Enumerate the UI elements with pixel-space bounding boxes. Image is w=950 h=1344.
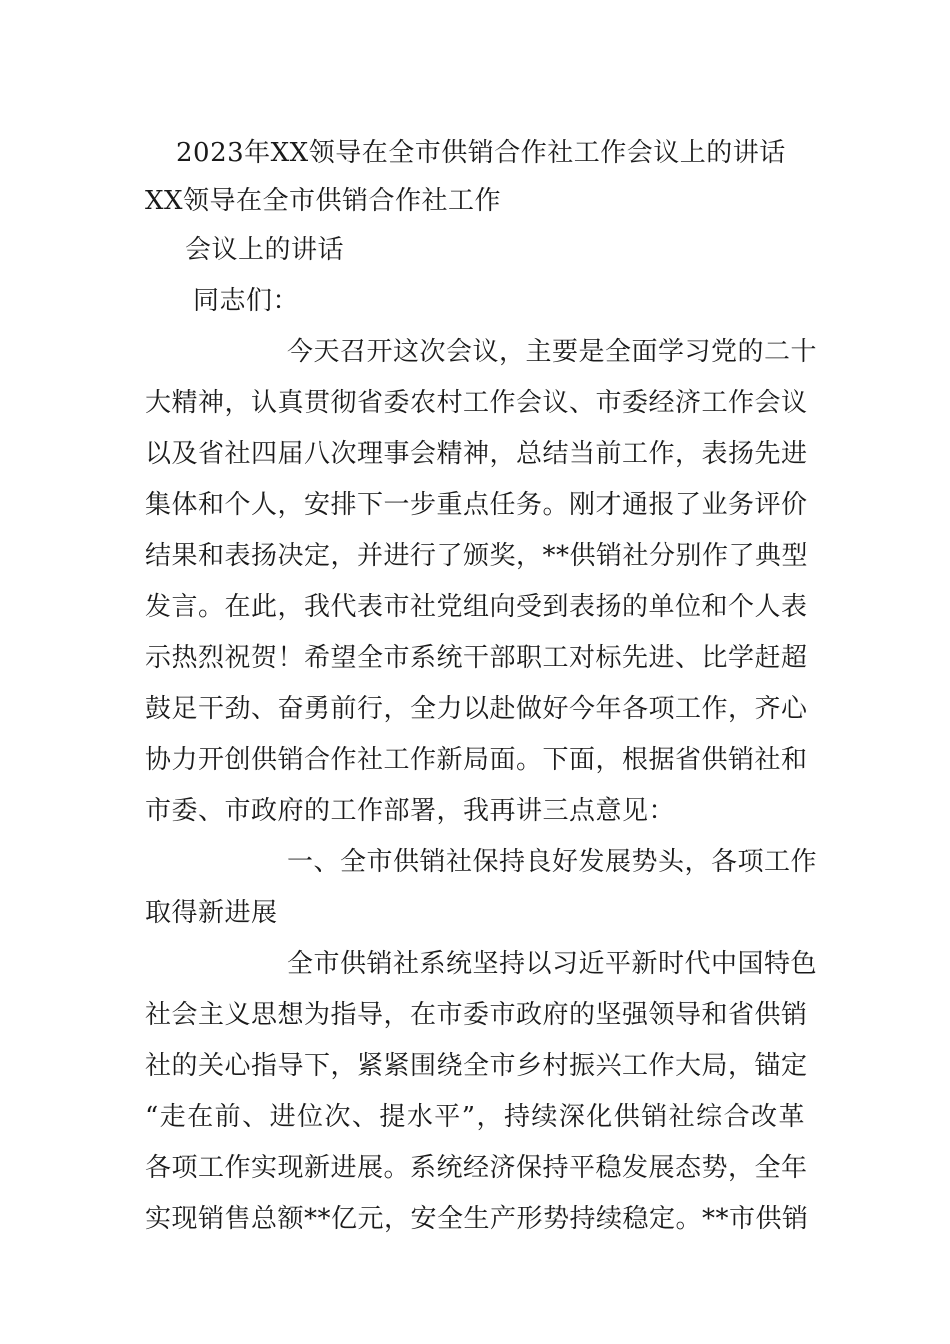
section-heading-line: 一、全市供销社保持良好发展势头，各项工作	[287, 847, 818, 877]
paragraph-line: 鼓足干劲、奋勇前行，全力以赴做好今年各项工作，齐心	[145, 694, 808, 724]
paragraph-line: 发言。在此，我代表市社党组向受到表扬的单位和个人表	[145, 592, 808, 622]
paragraph-line: “走在前、进位次、提水平”，持续深化供销社综合改革	[145, 1102, 805, 1132]
document-title: 2023年XX领导在全市供销合作社工作会议上的讲话	[176, 138, 786, 168]
document-subtitle-line-1: XX领导在全市供销合作社工作	[145, 186, 502, 216]
paragraph-line: 实现销售总额**亿元，安全生产形势持续稳定。**市供销	[145, 1204, 809, 1234]
paragraph-line: 示热烈祝贺！希望全市系统干部职工对标先进、比学赶超	[145, 643, 808, 673]
paragraph-line: 社的关心指导下，紧紧围绕全市乡村振兴工作大局，锚定	[145, 1051, 808, 1081]
paragraph-line: 集体和个人，安排下一步重点任务。刚才通报了业务评价	[145, 490, 808, 520]
paragraph-line: 各项工作实现新进展。系统经济保持平稳发展态势，全年	[145, 1153, 808, 1183]
paragraph-line: 协力开创供销合作社工作新局面。下面，根据省供销社和	[145, 745, 808, 775]
paragraph-line: 大精神，认真贯彻省委农村工作会议、市委经济工作会议	[145, 388, 808, 418]
paragraph-line: 市委、市政府的工作部署，我再讲三点意见：	[145, 796, 676, 826]
paragraph-line: 今天召开这次会议，主要是全面学习党的二十	[287, 337, 818, 367]
paragraph-line: 结果和表扬决定，并进行了颁奖，**供销社分别作了典型	[145, 541, 809, 571]
document-subtitle-line-2: 会议上的讲话	[185, 235, 345, 265]
section-heading-line: 取得新进展	[145, 898, 278, 928]
paragraph-line: 全市供销社系统坚持以习近平新时代中国特色	[287, 949, 818, 979]
paragraph-line: 以及省社四届八次理事会精神，总结当前工作，表扬先进	[145, 439, 808, 469]
paragraph-line: 社会主义思想为指导，在市委市政府的坚强领导和省供销	[145, 1000, 808, 1030]
salutation: 同志们：	[193, 286, 300, 316]
